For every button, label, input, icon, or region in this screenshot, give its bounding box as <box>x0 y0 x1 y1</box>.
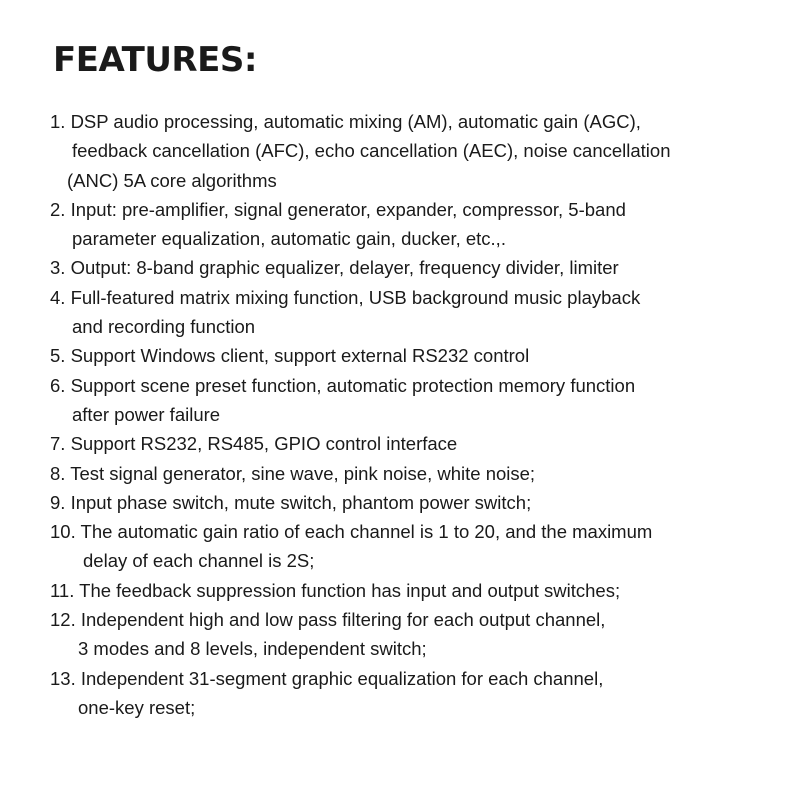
feature-line: one-key reset; <box>78 696 196 718</box>
feature-line: 4. Full-featured matrix mixing function, USB background music playback <box>50 286 641 308</box>
feature-line: 11. The feedback suppression function has input and output switches; <box>50 579 621 601</box>
feature-line: 5. Support Windows client, support external RS232 control <box>50 345 530 367</box>
feature-line: after power failure <box>72 403 221 425</box>
feature-line: 9. Input phase switch, mute switch, phantom power switch; <box>50 491 532 513</box>
feature-line: feedback cancellation (AFC), echo cancellation (AEC), noise cancellation <box>72 140 671 162</box>
feature-line: and recording function <box>72 316 256 338</box>
feature-line: 10. The automatic gain ratio of each channel is 1 to 20, and the maximum <box>50 521 653 543</box>
feature-line: 13. Independent 31-segment graphic equalization for each channel, <box>50 667 604 689</box>
feature-line: 12. Independent high and low pass filtering for each output channel, <box>50 609 606 631</box>
feature-line: 6. Support scene preset function, automatic protection memory function <box>50 374 636 396</box>
feature-item-11 <box>50 576 790 605</box>
feature-line: 7. Support RS232, RS485, GPIO control interface <box>50 433 458 455</box>
feature-item-10 <box>50 517 790 576</box>
feature-item-13 <box>50 664 790 723</box>
feature-item-12 <box>50 605 790 664</box>
feature-item-2 <box>50 195 790 254</box>
feature-item-4 <box>50 283 790 342</box>
feature-line: 2. Input: pre-amplifier, signal generator, expander, compressor, 5-band <box>50 198 626 220</box>
feature-item-7 <box>50 429 790 458</box>
feature-line: delay of each channel is 2S; <box>83 550 315 572</box>
features-list <box>50 107 790 722</box>
feature-line: 3 modes and 8 levels, independent switch; <box>78 638 427 660</box>
feature-line: (ANC) 5A core algorithms <box>67 169 277 191</box>
feature-line: parameter equalization, automatic gain, ducker, etc.,. <box>72 228 506 250</box>
feature-item-5 <box>50 341 790 370</box>
page-title: FEATURES: <box>53 40 257 80</box>
feature-item-3 <box>50 253 790 282</box>
feature-line: 8. Test signal generator, sine wave, pink noise, white noise; <box>50 462 536 484</box>
feature-item-9 <box>50 488 790 517</box>
feature-item-1 <box>50 107 790 195</box>
feature-line: 1. DSP audio processing, automatic mixing (AM), automatic gain (AGC), <box>50 111 641 132</box>
feature-item-6 <box>50 371 790 430</box>
feature-line: 3. Output: 8-band graphic equalizer, delayer, frequency divider, limiter <box>50 257 619 279</box>
feature-item-8 <box>50 459 790 488</box>
